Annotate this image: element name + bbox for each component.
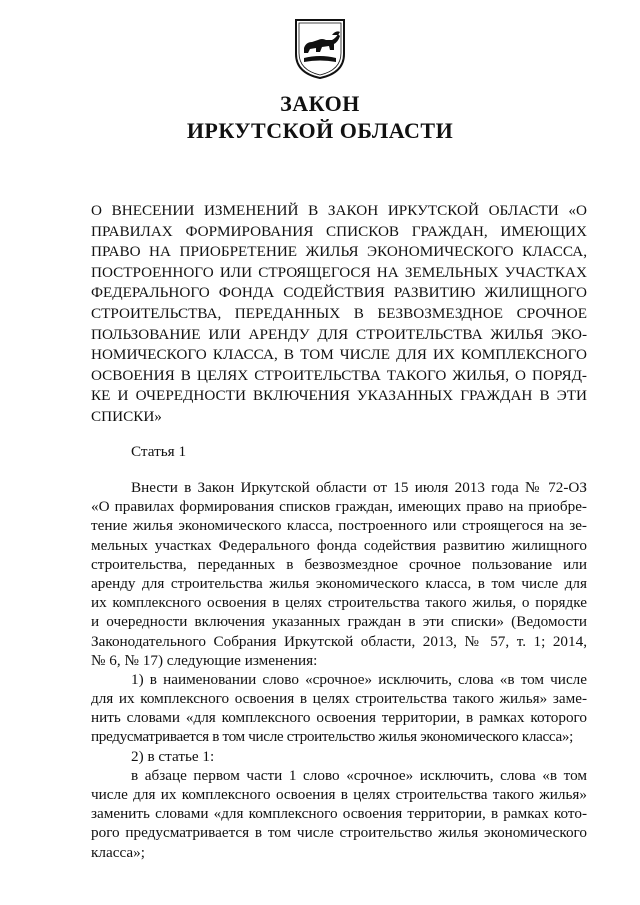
law-title-line-1: ЗАКОН — [280, 91, 360, 116]
body-line: № 6, № 17) следующие изменения: — [91, 651, 318, 669]
body-line: Внести в Закон Иркутской области от 15 июля 2013 года № 72-ОЗ — [131, 479, 587, 496]
body-line: для их комплексного освоения в целях строительства такого жилья» заме- — [91, 690, 587, 708]
body-line: числе для их комплексного освоения в целях строительства такого жилья» — [91, 786, 587, 803]
body-line: тение жилья экономического класса, построенного или строящегося на зе- — [91, 517, 587, 535]
heading-line: СПИСКИ» — [91, 407, 162, 425]
law-subject-heading — [91, 201, 587, 428]
heading-line: О ВНЕСЕНИИ ИЗМЕНЕНИЙ В ЗАКОН ИРКУТСКОЙ ОБЛАСТИ «О — [91, 202, 587, 219]
body-line: предусматривается в том числе строительство жилья экономического класса»; — [91, 728, 573, 746]
heading-line: ОСВОЕНИЯ В ЦЕЛЯХ СТРОИТЕЛЬСТВА ТАКОГО ЖИЛЬЯ, О ПОРЯД- — [91, 366, 587, 384]
heading-line: ПРАВО НА ПРИОБРЕТЕНИЕ ЖИЛЬЯ ЭКОНОМИЧЕСКОГО КЛАССА, — [91, 243, 587, 261]
body-line: нить словами «для комплексного освоения территории, в рамках которого — [91, 709, 587, 727]
body-line: рого предусматривается в том числе строительство жилья экономического — [91, 824, 587, 842]
body-line: 2) в статье 1: — [131, 747, 215, 765]
law-title — [0, 90, 640, 144]
body-line: в абзаце первом части 1 слово «срочное» исключить, слова «в том — [131, 766, 587, 784]
heading-line: ПРАВИЛАХ ФОРМИРОВАНИЯ СПИСКОВ ГРАЖДАН, ИМЕЮЩИХ — [91, 222, 587, 240]
body-line: и очередности включения указанных граждан в эти списки» (Ведомости — [91, 613, 587, 631]
body-line: «О правилах формирования списков граждан, имеющих право на приобре- — [91, 498, 587, 516]
body-line: аренду для строительства жилья экономического класса, в том числе для — [91, 574, 587, 592]
heading-line: НОМИЧЕСКОГО КЛАССА, В ТОМ ЧИСЛЕ ДЛЯ ИХ КОМПЛЕКСНОГО — [91, 346, 587, 364]
coat-of-arms-emblem — [294, 18, 346, 80]
heading-line: КЕ И ОЧЕРЕДНОСТИ ВКЛЮЧЕНИЯ УКАЗАННЫХ ГРАЖДАН В ЭТИ — [91, 387, 587, 405]
body-line: строительства, переданных в безвозмездное срочное пользование или — [91, 555, 587, 573]
article-body — [91, 478, 587, 862]
body-line: их комплексного освоения в целях строительства такого жилья, о порядке — [91, 594, 587, 612]
body-line: 1) в наименовании слово «срочное» исключить, слова «в том числе — [131, 670, 587, 688]
article-label: Статья 1 — [131, 443, 187, 460]
heading-line: ПОСТРОЕННОГО ИЛИ СТРОЯЩЕГОСЯ НА ЗЕМЕЛЬНЫХ УЧАСТКАХ — [91, 263, 587, 281]
body-line: заменить словами «для комплексного освоения территории, в рамках кото- — [91, 805, 587, 823]
body-line: Законодательного Собрания Иркутской области, 2013, № 57, т. 1; 2014, — [91, 632, 587, 650]
law-title-line-2: ИРКУТСКОЙ ОБЛАСТИ — [186, 118, 454, 143]
body-line: мельных участках Федерального фонда содействия развитию жилищного — [91, 536, 587, 554]
body-line: класса»; — [91, 843, 145, 861]
heading-line: ФЕДЕРАЛЬНОГО ФОНДА СОДЕЙСТВИЯ РАЗВИТИЮ ЖИЛИЩНОГО — [91, 284, 587, 302]
heading-line: ПОЛЬЗОВАНИЕ ИЛИ АРЕНДУ ДЛЯ СТРОИТЕЛЬСТВА ЖИЛЬЯ ЭКО- — [91, 325, 587, 343]
heading-line: СТРОИТЕЛЬСТВА, ПЕРЕДАННЫХ В БЕЗВОЗМЕЗДНОЕ СРОЧНОЕ — [91, 304, 587, 322]
